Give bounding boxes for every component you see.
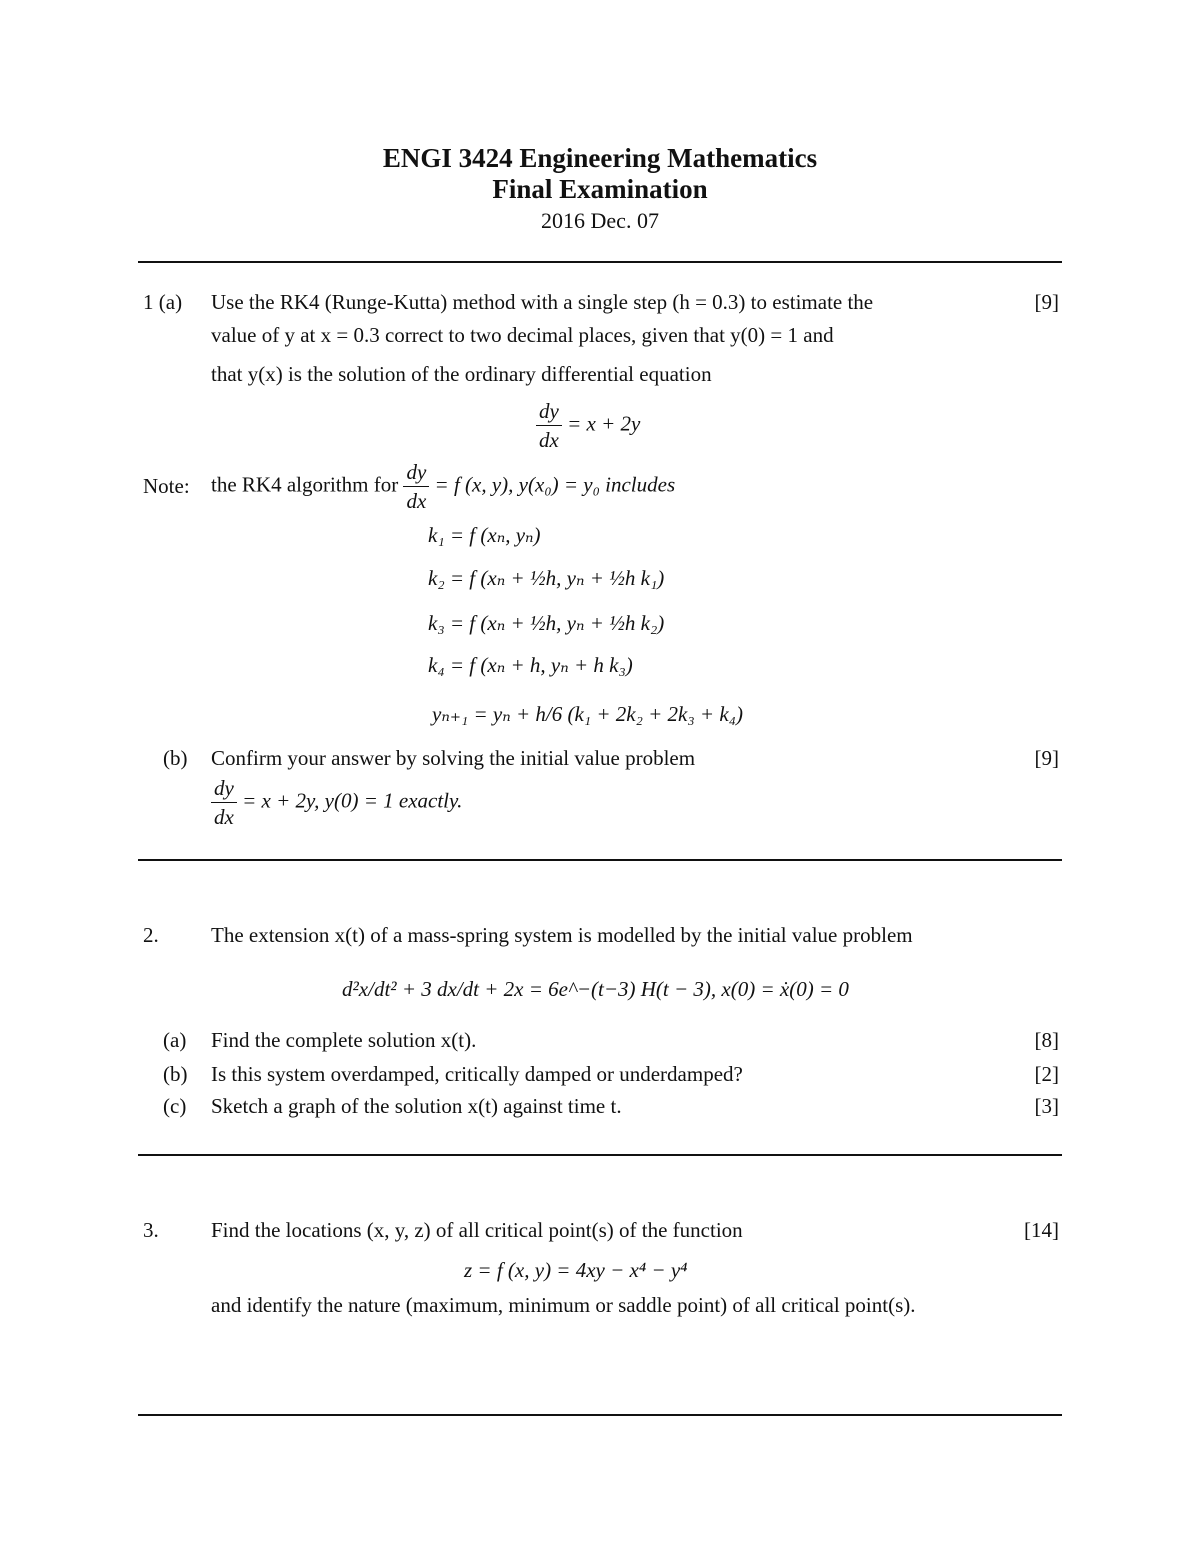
section-divider — [138, 1154, 1062, 1156]
rk4-k1: k₁ = f (xₙ, yₙ) — [428, 523, 541, 547]
exam-title: Final Examination — [492, 174, 708, 204]
question-3-text2: and identify the nature (maximum, minimum or saddle point) of all critical point(s). — [211, 1293, 916, 1317]
question-3-label: 3. — [143, 1218, 159, 1242]
question-2c-text: Sketch a graph of the solution x(t) against time t. — [211, 1094, 622, 1118]
question-2-equation: d²x/dt² + 3 dx/dt + 2x = 6e^−(t−3) H(t − 3), x(0) = ẋ(0) = 0 — [342, 977, 849, 1001]
section-divider — [138, 261, 1062, 263]
question-1b-label: (b) — [163, 746, 188, 770]
section-divider — [138, 859, 1062, 861]
question-3-text1: Find the locations (x, y, z) of all critical point(s) of the function — [211, 1218, 743, 1242]
note-text-pre: the RK4 algorithm for — [211, 472, 399, 497]
ode-rhs: = x + 2y — [567, 411, 641, 436]
question-2-label: 2. — [143, 923, 159, 947]
rk4-yn1: yₙ₊₁ = yₙ + h/6 (k₁ + 2k₂ + 2k₃ + k₄) — [432, 702, 743, 726]
note-text-post: = f (x, y), y(x₀) = y₀ includes — [434, 472, 676, 497]
note-dy-dx-fraction: $\frac{dy}{dx}$ — [403, 458, 429, 515]
question-2b-marks: [2] — [1034, 1062, 1059, 1086]
question-2a-text: Find the complete solution x(t). — [211, 1028, 477, 1052]
question-1a-text-line1: Use the RK4 (Runge-Kutta) method with a single step (h = 0.3) to estimate the — [211, 290, 874, 314]
question-3-equation: z = f (x, y) = 4xy − x⁴ − y⁴ — [464, 1258, 688, 1282]
question-2a-label: (a) — [163, 1028, 187, 1052]
ode-equation — [536, 397, 640, 454]
rk4-k4: k₄ = f (xₙ + h, yₙ + h k₃) — [428, 653, 633, 677]
rk4-k2: k₂ = f (xₙ + ½h, yₙ + ½h k₁) — [428, 566, 665, 590]
question-2a-marks: [8] — [1034, 1028, 1059, 1052]
question-3-marks: [14] — [1024, 1218, 1059, 1242]
question-1a-label: 1 (a) — [143, 290, 183, 314]
question-2c-label: (c) — [163, 1094, 187, 1118]
rk4-k3: k₃ = f (xₙ + ½h, yₙ + ½h k₂) — [428, 611, 665, 635]
question-2b-text: Is this system overdamped, critically damped or underdamped? — [211, 1062, 743, 1086]
section-divider — [138, 1414, 1062, 1416]
dy-dx-fraction: $\frac{dy}{dx}$ — [536, 397, 562, 454]
question-1b-text: Confirm your answer by solving the initial value problem — [211, 746, 696, 770]
question-2c-marks: [3] — [1034, 1094, 1059, 1118]
note-text — [211, 458, 675, 515]
exam-course-title: ENGI 3424 Engineering Mathematics — [382, 143, 818, 173]
question-2-intro: The extension x(t) of a mass-spring system is modelled by the initial value problem — [211, 923, 913, 947]
exam-date: 2016 Dec. 07 — [541, 208, 659, 233]
question-2b-label: (b) — [163, 1062, 188, 1086]
ivp-dy-dx-fraction: $\frac{dy}{dx}$ — [211, 774, 237, 831]
question-1a-text-line3: that y(x) is the solution of the ordinary differential equation — [211, 362, 712, 386]
ivp-rhs: = x + 2y, y(0) = 1 exactly. — [242, 788, 463, 813]
question-1b-marks: [9] — [1034, 746, 1059, 770]
note-label: Note: — [143, 474, 190, 498]
question-1a-marks: [9] — [1034, 290, 1059, 314]
ivp-equation — [211, 774, 462, 831]
question-1a-text-line2: value of y at x = 0.3 correct to two decimal places, given that y(0) = 1 and — [211, 323, 834, 347]
